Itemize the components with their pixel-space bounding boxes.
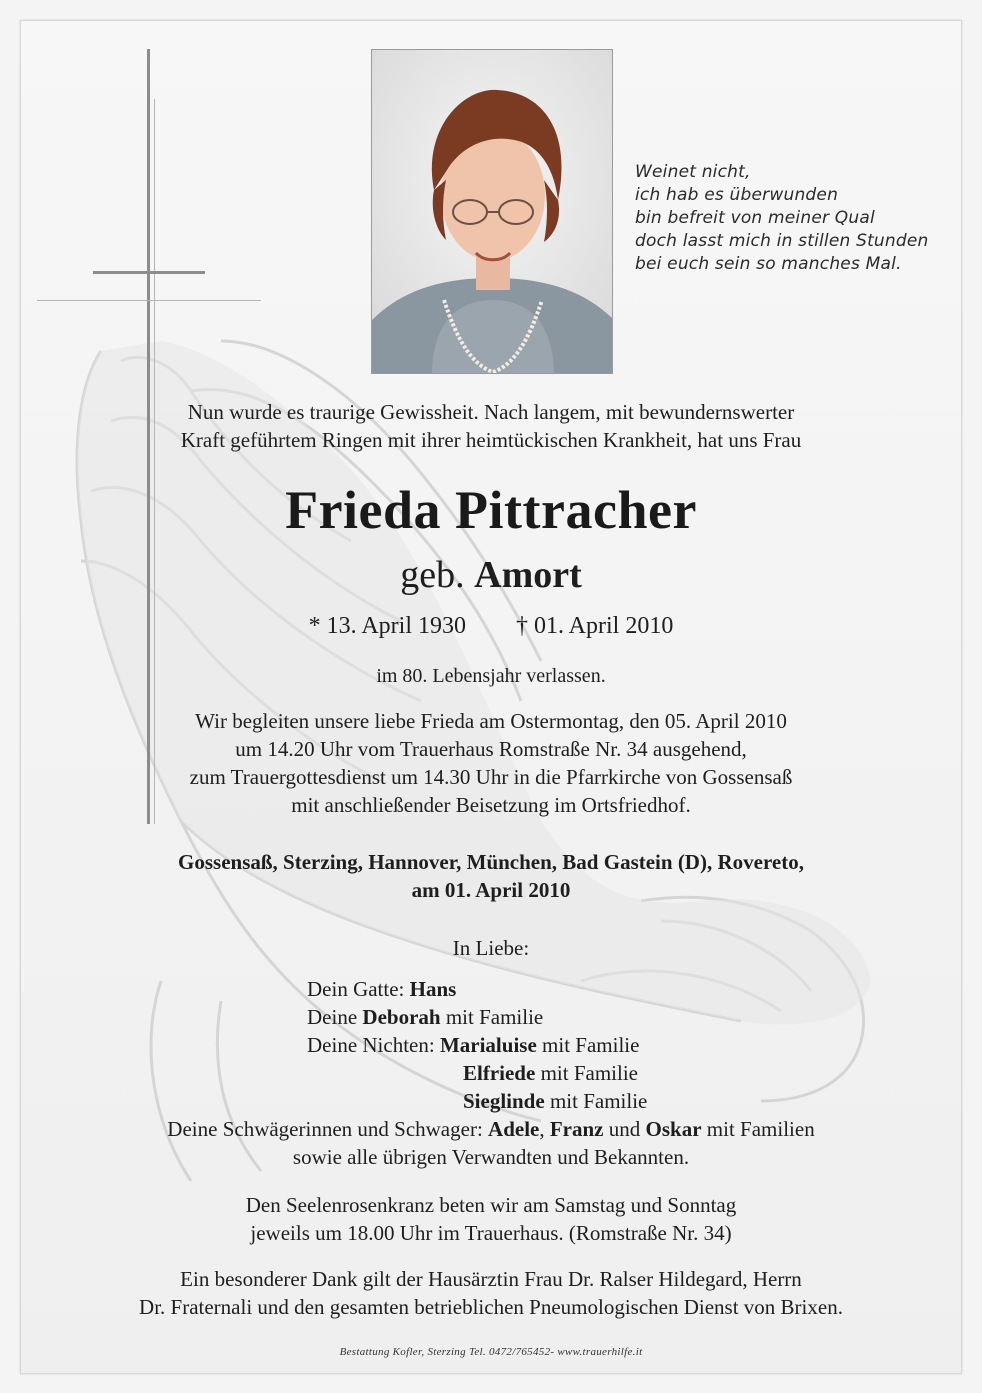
intro-line: Nun wurde es traurige Gewissheit. Nach langem, mit bewundernswerter	[187, 400, 795, 424]
thanks-text	[21, 1265, 961, 1321]
death-date: † 01. April 2010	[516, 613, 674, 639]
niece-name: Marialuise	[439, 1033, 537, 1057]
mit-familie: mit Familie	[549, 1089, 648, 1113]
sibling-name: Oskar	[645, 1117, 702, 1141]
intro-line: Kraft geführtem Ringen mit ihrer heimtückischen Krankheit, hat uns Frau	[180, 428, 802, 452]
maiden-name	[21, 553, 961, 597]
mit-familie: mit Familie	[540, 1061, 638, 1085]
poem-line: Weinet nicht,	[635, 162, 751, 182]
niece-name: Sieglinde	[463, 1089, 545, 1113]
thanks-line: Dr. Fraternali und den gesamten betrieblichen Pneumologischen Dienst von Brixen.	[139, 1295, 843, 1319]
spouse-label: Dein Gatte:	[307, 977, 405, 1001]
funeral-line: um 14.20 Uhr vom Trauerhaus Romstraße Nr. 34 ausgehend,	[235, 737, 747, 761]
places-date	[21, 848, 961, 904]
spouse-name: Hans	[409, 977, 457, 1001]
rosary-line: jeweils um 18.00 Uhr im Trauerhaus. (Romstraße Nr. 34)	[250, 1221, 732, 1245]
family-niece-2	[463, 1059, 638, 1087]
birth-date: * 13. April 1930	[308, 613, 466, 639]
siblings-label: Deine Schwägerinnen und Schwager:	[167, 1117, 483, 1141]
deceased-name: Frieda Pittracher	[285, 480, 697, 540]
places-line: am 01. April 2010	[411, 878, 571, 902]
family-spouse	[307, 975, 456, 1003]
family-others: sowie alle übrigen Verwandten und Bekannten.	[292, 1145, 690, 1169]
thanks-line: Ein besonderer Dank gilt der Hausärztin Frau Dr. Ralser Hildegard, Herrn	[180, 1267, 802, 1291]
funeral-details	[21, 707, 961, 819]
family-niece-3	[463, 1087, 647, 1115]
life-dates	[21, 613, 961, 640]
poem-line: ich hab es überwunden	[635, 185, 839, 205]
family-nieces	[307, 1031, 639, 1059]
und: und	[608, 1117, 641, 1141]
nieces-label: Deine Nichten:	[307, 1033, 435, 1057]
deborah-name: Deborah	[362, 1005, 441, 1029]
footer-imprint: Bestattung Kofler, Sterzing Tel. 0472/765452- www.trauerhilfe.it	[339, 1346, 643, 1358]
poem-line: bin befreit von meiner Qual	[635, 208, 875, 228]
poem-line: doch lasst mich in stillen Stunden	[635, 231, 929, 251]
in-liebe: In Liebe:	[452, 936, 530, 960]
comma: ,	[539, 1117, 545, 1141]
places-line: Gossensaß, Sterzing, Hannover, München, Bad Gastein (D), Rovereto,	[178, 850, 804, 874]
obituary-card	[20, 20, 962, 1374]
poem	[635, 161, 962, 276]
sibling-name: Franz	[549, 1117, 604, 1141]
maiden-prefix: geb.	[400, 554, 465, 596]
niece-name: Elfriede	[463, 1061, 536, 1085]
rosary-line: Den Seelenrosenkranz beten wir am Samstag und Sonntag	[245, 1193, 737, 1217]
intro-text	[21, 398, 961, 454]
funeral-line: zum Trauergottesdienst um 14.30 Uhr in die Pfarrkirche von Gossensaß	[189, 765, 793, 789]
family-siblings-in-law	[21, 1115, 961, 1143]
mit-familien: mit Familien	[706, 1117, 815, 1141]
family-deborah	[307, 1003, 543, 1031]
poem-line: bei euch sein so manches Mal.	[635, 254, 902, 274]
sibling-name: Adele	[488, 1117, 540, 1141]
maiden-surname: Amort	[474, 554, 582, 596]
funeral-line: mit anschließender Beisetzung im Ortsfriedhof.	[291, 793, 691, 817]
portrait-photo	[371, 49, 613, 374]
mit-familie: mit Familie	[542, 1033, 640, 1057]
age-text: im 80. Lebensjahr verlassen.	[376, 665, 606, 687]
deine-label: Deine	[307, 1005, 358, 1029]
rosary-text	[21, 1191, 961, 1247]
mit-familie: mit Familie	[445, 1005, 544, 1029]
funeral-line: Wir begleiten unsere liebe Frieda am Ostermontag, den 05. April 2010	[195, 709, 787, 733]
